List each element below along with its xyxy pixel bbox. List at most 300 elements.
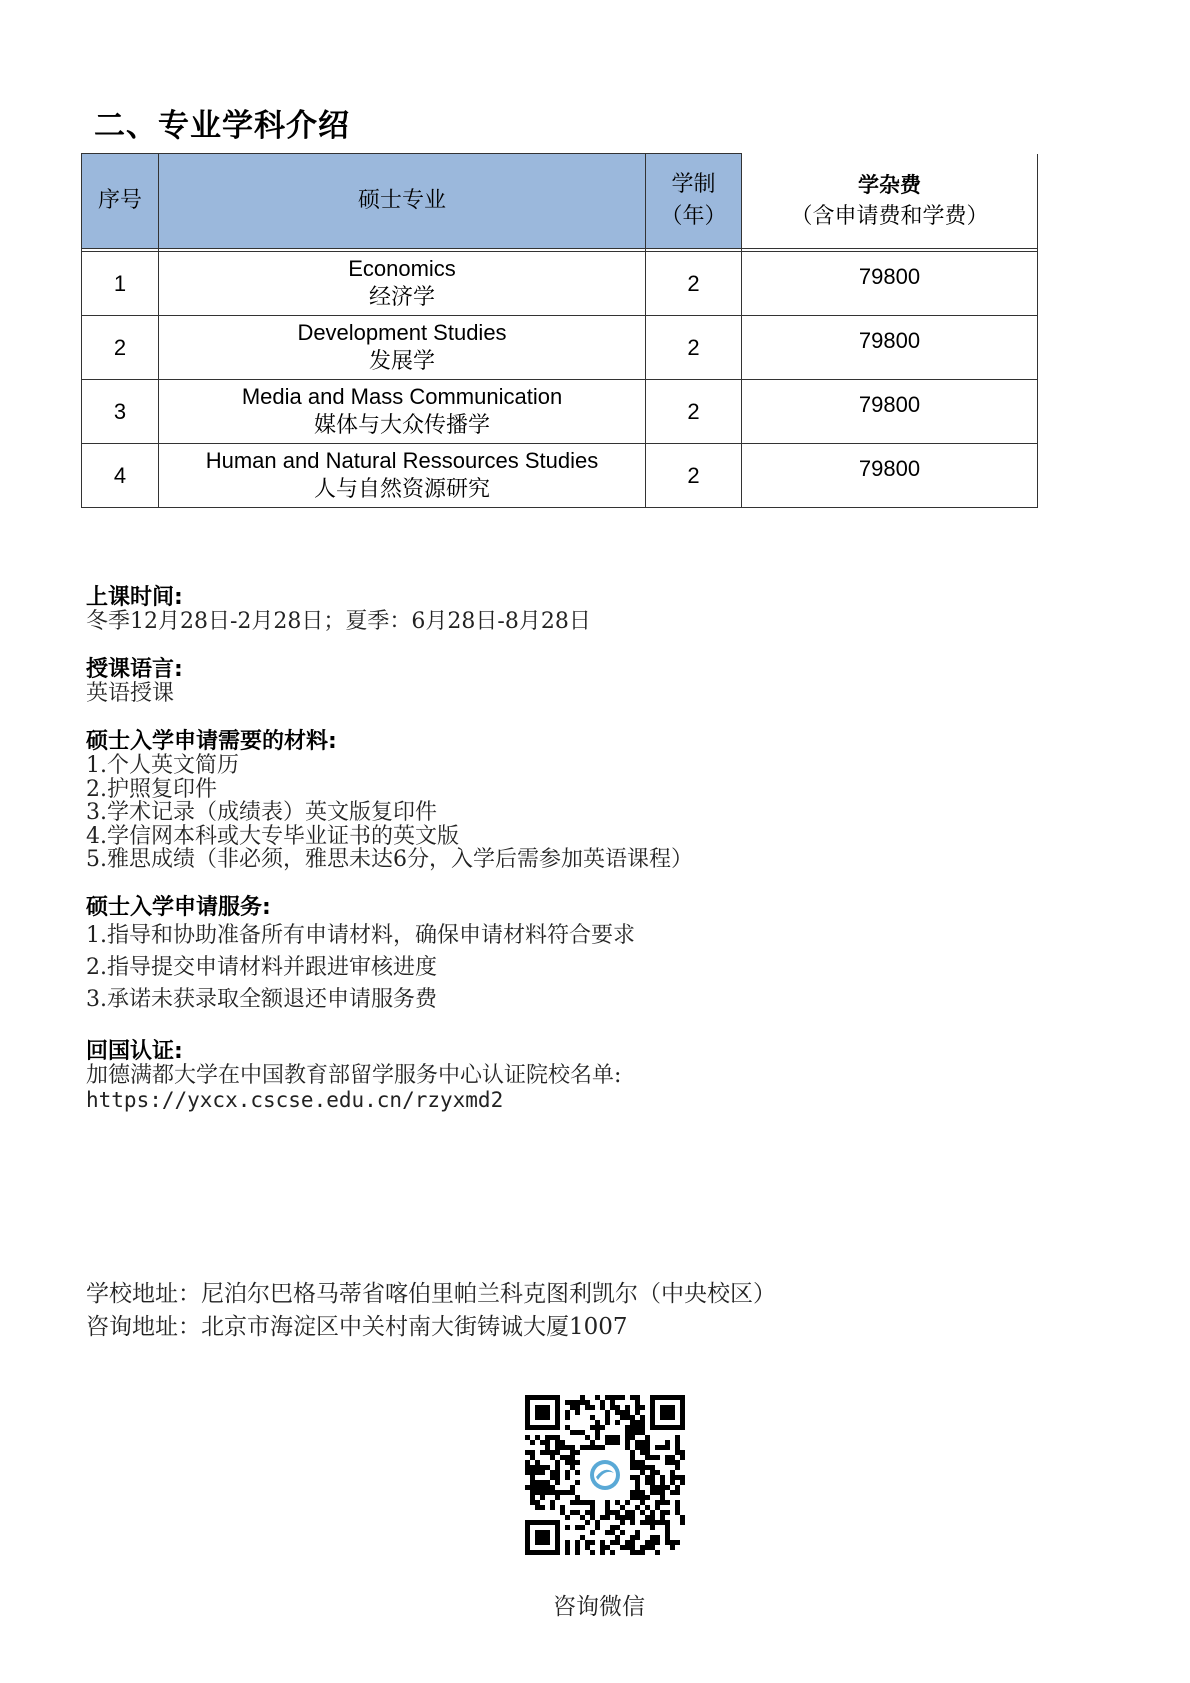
qr-module	[525, 1470, 530, 1475]
qr-module	[640, 1465, 645, 1470]
qr-module	[670, 1455, 675, 1460]
qr-module	[650, 1525, 655, 1530]
qr-module	[610, 1395, 615, 1400]
qr-module	[615, 1535, 620, 1540]
qr-module	[590, 1515, 595, 1520]
qr-module	[590, 1500, 595, 1505]
qr-module	[660, 1515, 665, 1520]
qr-module	[565, 1410, 570, 1415]
qr-module	[615, 1440, 620, 1445]
qr-module	[575, 1400, 580, 1405]
qr-module	[665, 1510, 670, 1515]
qr-module	[600, 1545, 605, 1550]
qr-module	[575, 1545, 580, 1550]
qr-module	[545, 1485, 550, 1490]
header-fee-line2: （含申请费和学费）	[790, 203, 989, 229]
materials-item: 4.学信网本科或大专毕业证书的英文版	[86, 823, 459, 849]
qr-module	[600, 1445, 605, 1450]
services-item: 1.指导和协助准备所有申请材料，确保申请材料符合要求	[86, 922, 635, 948]
qr-module	[620, 1530, 625, 1535]
qr-module	[670, 1460, 675, 1465]
header-fee	[742, 154, 1038, 249]
qr-module	[565, 1550, 570, 1555]
qr-center-logo-icon	[587, 1457, 623, 1493]
row-years: 2	[646, 380, 742, 444]
qr-module	[660, 1510, 665, 1515]
services-section	[86, 895, 1086, 1016]
qr-module	[665, 1455, 670, 1460]
qr-module	[650, 1520, 655, 1525]
qr-module	[610, 1550, 615, 1555]
qr-module	[635, 1460, 640, 1465]
qr-module	[570, 1400, 575, 1405]
qr-module	[580, 1515, 585, 1520]
qr-module	[530, 1490, 535, 1495]
qr-module	[555, 1440, 560, 1445]
qr-module	[615, 1410, 620, 1415]
qr-module	[640, 1460, 645, 1465]
qr-module	[545, 1490, 550, 1495]
qr-module	[630, 1490, 635, 1495]
qr-module	[605, 1515, 610, 1520]
qr-module	[660, 1490, 665, 1495]
major-english: Human and Natural Ressources Studies	[205, 448, 599, 473]
qr-module	[610, 1400, 615, 1405]
qr-module	[660, 1520, 665, 1525]
services-label: 硕士入学申请服务:	[86, 894, 271, 920]
certification-link[interactable]: https://yxcx.cscse.edu.cn/rzyxmd2	[86, 1087, 504, 1112]
row-no: 1	[82, 252, 159, 316]
qr-module	[585, 1540, 590, 1545]
qr-module	[565, 1525, 570, 1530]
qr-module	[575, 1540, 580, 1545]
qr-module	[650, 1510, 655, 1515]
qr-module	[630, 1425, 635, 1430]
qr-module	[645, 1465, 650, 1470]
row-years: 2	[646, 444, 742, 508]
qr-module	[530, 1485, 535, 1490]
qr-module	[615, 1395, 620, 1400]
qr-module	[675, 1505, 680, 1510]
qr-module	[620, 1520, 625, 1525]
qr-module	[655, 1485, 660, 1490]
qr-module	[625, 1500, 630, 1505]
qr-module	[665, 1540, 670, 1545]
qr-module	[600, 1425, 605, 1430]
qr-module	[570, 1405, 575, 1410]
qr-module	[565, 1460, 570, 1465]
qr-module	[535, 1460, 540, 1465]
qr-module	[675, 1500, 680, 1505]
qr-module	[535, 1470, 540, 1475]
section-title: 二、专业学科介绍	[94, 108, 350, 144]
major-english: Development Studies	[297, 320, 507, 345]
qr-module	[580, 1430, 585, 1435]
qr-module	[630, 1550, 635, 1555]
qr-module	[665, 1460, 670, 1465]
qr-module	[665, 1525, 670, 1530]
qr-module	[630, 1535, 635, 1540]
consult-address: 咨询地址：北京市海淀区中关村南大街铸诚大厦1007	[86, 1314, 628, 1340]
qr-module	[610, 1510, 615, 1515]
qr-module	[570, 1500, 575, 1505]
qr-module	[655, 1535, 660, 1540]
qr-module	[625, 1435, 630, 1440]
qr-finder-top-right	[650, 1395, 685, 1430]
major-chinese: 经济学	[368, 285, 435, 310]
qr-module	[605, 1500, 610, 1505]
row-major	[159, 380, 646, 444]
qr-module	[590, 1425, 595, 1430]
qr-module	[665, 1440, 670, 1445]
qr-module	[670, 1480, 675, 1485]
qr-module	[640, 1490, 645, 1495]
qr-module	[635, 1410, 640, 1415]
qr-module	[540, 1490, 545, 1495]
qr-module	[640, 1430, 645, 1435]
qr-module	[535, 1435, 540, 1440]
qr-module	[640, 1510, 645, 1515]
qr-module	[630, 1540, 635, 1545]
qr-module	[565, 1515, 570, 1520]
qr-module	[610, 1440, 615, 1445]
row-years: 2	[646, 252, 742, 316]
qr-module	[595, 1425, 600, 1430]
qr-module	[645, 1455, 650, 1460]
header-years-line2: （年）	[660, 204, 727, 229]
qr-module	[645, 1515, 650, 1520]
qr-module	[655, 1505, 660, 1510]
qr-module	[535, 1465, 540, 1470]
qr-module	[580, 1500, 585, 1505]
qr-module	[525, 1435, 530, 1440]
table-row	[82, 252, 1038, 316]
major-english: Economics	[348, 256, 456, 281]
qr-module	[640, 1470, 645, 1475]
qr-module	[615, 1435, 620, 1440]
qr-module	[570, 1465, 575, 1470]
materials-item: 3.学术记录（成绩表）英文版复印件	[86, 800, 437, 825]
qr-module	[645, 1545, 650, 1550]
qr-module	[645, 1445, 650, 1450]
qr-module	[535, 1480, 540, 1485]
qr-module	[635, 1445, 640, 1450]
qr-module	[625, 1540, 630, 1545]
qr-module	[530, 1500, 535, 1505]
qr-module	[645, 1495, 650, 1500]
qr-module	[660, 1500, 665, 1505]
qr-module	[660, 1480, 665, 1485]
qr-module	[595, 1430, 600, 1435]
qr-module	[575, 1410, 580, 1415]
qr-module	[605, 1530, 610, 1535]
qr-module	[565, 1445, 570, 1450]
qr-module	[670, 1540, 675, 1545]
materials-item: 2.护照复印件	[86, 776, 217, 802]
qr-module	[565, 1490, 570, 1495]
qr-module	[555, 1495, 560, 1500]
row-major	[159, 316, 646, 380]
qr-module	[675, 1445, 680, 1450]
qr-module	[670, 1490, 675, 1495]
qr-module	[565, 1545, 570, 1550]
qr-module	[650, 1535, 655, 1540]
qr-module	[640, 1545, 645, 1550]
qr-module	[585, 1405, 590, 1410]
qr-module	[530, 1470, 535, 1475]
qr-module	[670, 1475, 675, 1480]
qr-module	[600, 1400, 605, 1405]
qr-module	[635, 1495, 640, 1500]
qr-module	[615, 1420, 620, 1425]
qr-module	[660, 1495, 665, 1500]
qr-module	[565, 1475, 570, 1480]
qr-module	[585, 1500, 590, 1505]
qr-module	[630, 1430, 635, 1435]
qr-module	[595, 1520, 600, 1525]
qr-module	[575, 1450, 580, 1455]
qr-module	[600, 1515, 605, 1520]
qr-module	[565, 1470, 570, 1475]
major-chinese: 人与自然资源研究	[313, 477, 490, 502]
header-years-line1: 学制	[671, 172, 716, 197]
qr-module	[635, 1535, 640, 1540]
qr-module	[545, 1450, 550, 1455]
table-row	[82, 380, 1038, 444]
qr-module	[585, 1445, 590, 1450]
qr-module	[640, 1500, 645, 1505]
qr-module	[570, 1490, 575, 1495]
table-row	[82, 444, 1038, 508]
qr-module	[655, 1500, 660, 1505]
language-text: 英语授课	[86, 681, 175, 706]
qr-module	[630, 1395, 635, 1400]
certification-text: 加德满都大学在中国教育部留学服务中心认证院校名单:	[86, 1062, 622, 1088]
qr-module	[675, 1465, 680, 1470]
table-header-row	[82, 154, 1038, 249]
row-no: 2	[82, 316, 159, 380]
qr-module	[680, 1475, 685, 1480]
qr-module	[575, 1525, 580, 1530]
qr-module	[650, 1515, 655, 1520]
qr-module	[605, 1435, 610, 1440]
qr-module	[635, 1530, 640, 1535]
qr-module	[560, 1445, 565, 1450]
qr-module	[525, 1465, 530, 1470]
qr-module	[550, 1450, 555, 1455]
qr-module	[590, 1405, 595, 1410]
qr-module	[535, 1500, 540, 1505]
qr-module	[635, 1475, 640, 1480]
qr-module	[530, 1455, 535, 1460]
qr-module	[640, 1520, 645, 1525]
qr-module	[615, 1510, 620, 1515]
header-fee-line1: 学杂费	[858, 172, 921, 197]
qr-module	[545, 1440, 550, 1445]
qr-module	[675, 1450, 680, 1455]
qr-module	[660, 1475, 665, 1480]
qr-module	[675, 1490, 680, 1495]
qr-module	[555, 1460, 560, 1465]
qr-module	[665, 1485, 670, 1490]
qr-module	[605, 1505, 610, 1510]
qr-module	[630, 1465, 635, 1470]
qr-module	[635, 1430, 640, 1435]
row-major	[159, 444, 646, 508]
qr-module	[550, 1455, 555, 1460]
qr-module	[575, 1495, 580, 1500]
qr-module	[655, 1550, 660, 1555]
qr-module	[555, 1480, 560, 1485]
qr-module	[595, 1445, 600, 1450]
qr-module	[615, 1405, 620, 1410]
qr-module	[560, 1490, 565, 1495]
qr-module	[530, 1465, 535, 1470]
qr-module	[545, 1465, 550, 1470]
qr-module	[565, 1455, 570, 1460]
qr-module	[615, 1500, 620, 1505]
qr-module	[605, 1510, 610, 1515]
qr-module	[585, 1510, 590, 1515]
qr-module	[570, 1430, 575, 1435]
qr-module	[680, 1520, 685, 1525]
school-address: 学校地址：尼泊尔巴格马蒂省喀伯里帕兰科克图利凯尔（中央校区）	[86, 1281, 776, 1307]
qr-module	[565, 1540, 570, 1545]
qr-module	[680, 1455, 685, 1460]
qr-module	[550, 1435, 555, 1440]
qr-module	[650, 1545, 655, 1550]
qr-module	[645, 1440, 650, 1445]
info-sections	[86, 585, 1086, 1135]
qr-module	[625, 1545, 630, 1550]
qr-module	[570, 1455, 575, 1460]
header-major: 硕士专业	[159, 154, 646, 249]
qr-module	[550, 1485, 555, 1490]
qr-module	[575, 1460, 580, 1465]
qr-module	[555, 1465, 560, 1470]
qr-module	[630, 1495, 635, 1500]
qr-module	[600, 1540, 605, 1545]
qr-module	[635, 1480, 640, 1485]
materials-section	[86, 729, 1086, 872]
certification-label: 回国认证:	[86, 1038, 183, 1064]
qr-module	[540, 1505, 545, 1510]
wechat-qr-code[interactable]	[525, 1395, 685, 1555]
majors-table	[81, 153, 1038, 508]
qr-module	[540, 1440, 545, 1445]
qr-module	[580, 1535, 585, 1540]
qr-module	[540, 1450, 545, 1455]
qr-module	[570, 1450, 575, 1455]
qr-module	[635, 1485, 640, 1490]
qr-module	[620, 1415, 625, 1420]
qr-module	[575, 1510, 580, 1515]
language-label: 授课语言:	[86, 657, 183, 682]
qr-module	[640, 1450, 645, 1455]
row-fee: 79800	[742, 316, 1038, 380]
qr-module	[525, 1485, 530, 1490]
qr-module	[620, 1515, 625, 1520]
qr-module	[670, 1470, 675, 1475]
qr-module	[595, 1435, 600, 1440]
materials-label: 硕士入学申请需要的材料:	[86, 729, 337, 754]
qr-module	[590, 1445, 595, 1450]
qr-module	[575, 1405, 580, 1410]
qr-module	[630, 1520, 635, 1525]
qr-module	[660, 1445, 665, 1450]
qr-module	[550, 1470, 555, 1475]
qr-module	[635, 1405, 640, 1410]
qr-module	[625, 1415, 630, 1420]
qr-module	[585, 1435, 590, 1440]
qr-module	[635, 1550, 640, 1555]
qr-module	[635, 1420, 640, 1425]
qr-module	[625, 1410, 630, 1415]
qr-module	[675, 1440, 680, 1445]
qr-module	[565, 1400, 570, 1405]
qr-module	[570, 1510, 575, 1515]
qr-module	[630, 1515, 635, 1520]
class-time-section	[86, 585, 1086, 634]
qr-module	[595, 1395, 600, 1400]
qr-module	[530, 1480, 535, 1485]
qr-module	[570, 1445, 575, 1450]
qr-module	[675, 1485, 680, 1490]
qr-module	[645, 1505, 650, 1510]
qr-module	[560, 1510, 565, 1515]
qr-module	[645, 1435, 650, 1440]
qr-module	[550, 1500, 555, 1505]
qr-module	[645, 1450, 650, 1455]
qr-module	[545, 1435, 550, 1440]
qr-module	[645, 1480, 650, 1485]
qr-module	[635, 1465, 640, 1470]
qr-module	[640, 1445, 645, 1450]
qr-module	[540, 1470, 545, 1475]
major-english: Media and Mass Communication	[241, 384, 563, 409]
qr-module	[540, 1465, 545, 1470]
qr-module	[605, 1545, 610, 1550]
qr-module	[605, 1440, 610, 1445]
qr-module	[590, 1415, 595, 1420]
qr-module	[640, 1495, 645, 1500]
qr-module	[650, 1465, 655, 1470]
qr-module	[640, 1425, 645, 1430]
qr-module	[665, 1530, 670, 1535]
qr-module	[605, 1415, 610, 1420]
qr-module	[580, 1525, 585, 1530]
qr-module	[680, 1515, 685, 1520]
qr-module	[640, 1440, 645, 1445]
qr-module	[610, 1525, 615, 1530]
qr-module	[650, 1475, 655, 1480]
qr-module	[625, 1405, 630, 1410]
qr-module	[535, 1505, 540, 1510]
qr-module	[630, 1420, 635, 1425]
qr-module	[555, 1445, 560, 1450]
qr-module	[650, 1480, 655, 1485]
qr-module	[540, 1485, 545, 1490]
materials-item: 5.雅思成绩（非必须，雅思未达6分，入学后需参加英语课程）	[86, 847, 693, 872]
qr-module	[535, 1485, 540, 1490]
class-time-text: 冬季12月28日-2月28日；夏季：6月28日-8月28日	[86, 609, 591, 634]
qr-module	[605, 1395, 610, 1400]
materials-item: 1.个人英文简历	[86, 753, 239, 778]
language-section	[86, 657, 1086, 706]
qr-module	[655, 1470, 660, 1475]
row-fee: 79800	[742, 444, 1038, 508]
qr-module	[620, 1410, 625, 1415]
